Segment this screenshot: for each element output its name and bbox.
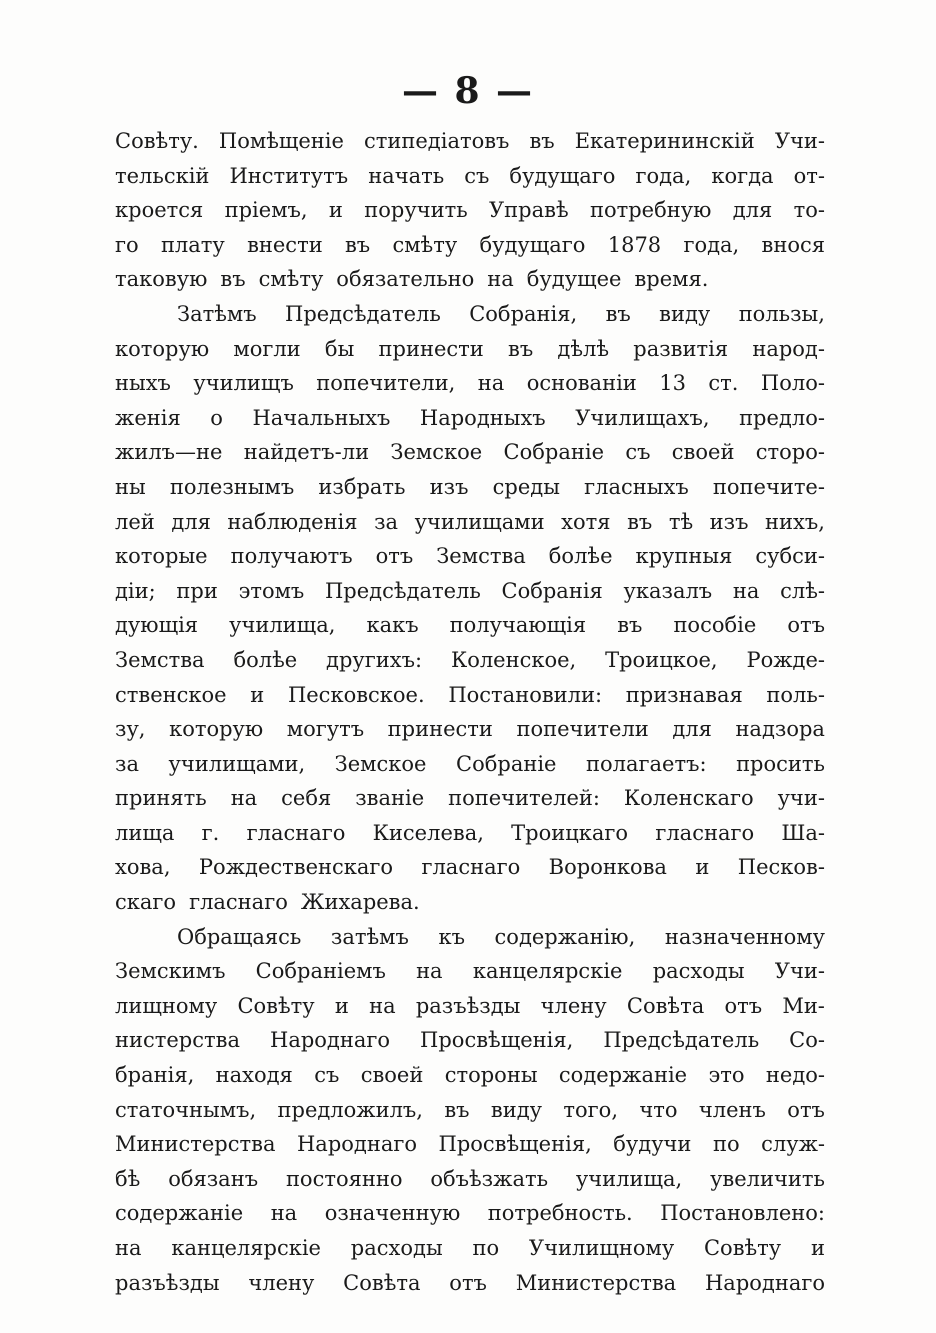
word: Рожде- xyxy=(746,647,825,672)
word: статочнымъ, xyxy=(115,1097,257,1122)
word: гласнаго xyxy=(421,855,521,880)
word: за xyxy=(374,509,399,534)
word: себя xyxy=(281,786,332,811)
word: попечители, xyxy=(316,371,456,396)
word: отъ xyxy=(449,1270,487,1295)
word: избрать xyxy=(318,474,406,499)
word: члену xyxy=(248,1270,315,1295)
word: Воронкова xyxy=(548,855,667,880)
word: тѣ xyxy=(668,509,694,534)
word: изъ xyxy=(429,474,469,499)
word: въ xyxy=(444,1097,470,1122)
word: Просвѣщенія, xyxy=(438,1132,592,1157)
word: въ xyxy=(508,336,534,361)
word: пособіе xyxy=(673,613,757,638)
text-line xyxy=(115,159,825,194)
word: могли xyxy=(233,336,301,361)
word: народ- xyxy=(752,336,825,361)
word: Рождественскаго xyxy=(198,855,394,880)
word: содержаніе xyxy=(115,1201,244,1226)
word: ныхъ xyxy=(115,371,171,396)
word: недо- xyxy=(765,1063,825,1088)
text-line xyxy=(115,401,825,436)
word: Совѣту. xyxy=(115,129,199,153)
word: расходы xyxy=(350,1236,443,1260)
word: жилъ—не xyxy=(115,440,223,465)
word: слѣ- xyxy=(780,578,825,603)
word: Киселева, xyxy=(372,820,484,845)
word: къ xyxy=(438,924,465,949)
word: на xyxy=(270,1201,298,1226)
word: при xyxy=(176,578,218,603)
word: ны xyxy=(115,474,146,499)
word: своей xyxy=(671,440,735,465)
word: лищному xyxy=(115,993,218,1018)
word: от- xyxy=(793,163,825,188)
word: по xyxy=(712,1132,740,1157)
text-line xyxy=(115,816,825,851)
word: попечителей: xyxy=(448,786,600,811)
word: для xyxy=(672,717,712,742)
word: что xyxy=(639,1097,678,1122)
text-line xyxy=(115,228,825,263)
word: Народнаго xyxy=(270,1028,391,1053)
word: училища, xyxy=(229,613,336,638)
word: Собраніе xyxy=(456,751,557,776)
word: въ xyxy=(605,301,631,326)
word: предложилъ, xyxy=(277,1097,423,1122)
text-line xyxy=(115,505,825,540)
word: гласныхъ xyxy=(584,474,689,499)
word: го xyxy=(115,232,139,257)
word: Народныхъ xyxy=(419,405,546,430)
text-line xyxy=(115,747,825,782)
word: потребность. xyxy=(487,1201,633,1226)
word: которую xyxy=(169,717,264,742)
word: Собраніемъ xyxy=(255,959,386,984)
word: отъ xyxy=(724,993,763,1018)
word: званіе xyxy=(355,786,425,811)
word: дующія xyxy=(115,613,199,638)
word: съ xyxy=(464,163,490,188)
word: Совѣта xyxy=(343,1270,421,1295)
word: принести xyxy=(378,336,484,361)
word: попечители xyxy=(516,717,649,742)
word: Институтъ xyxy=(229,163,349,188)
word: потребную xyxy=(589,198,712,223)
text-line xyxy=(115,1127,825,1162)
word: Земское xyxy=(334,751,427,776)
word: сторо- xyxy=(755,440,825,465)
word: то- xyxy=(793,198,825,223)
word: предло- xyxy=(739,405,825,430)
word: Земства xyxy=(436,544,526,569)
word: Учи- xyxy=(774,129,825,153)
word: съ xyxy=(314,1063,340,1088)
word: Собранія, xyxy=(469,301,578,326)
word: съ xyxy=(625,440,651,465)
word: училищами, xyxy=(168,751,306,776)
word: Земства xyxy=(115,647,205,672)
word: бѣ xyxy=(115,1166,141,1191)
word: канцелярскіе xyxy=(472,959,623,984)
word: Министерства xyxy=(115,1132,276,1157)
word: плату xyxy=(160,232,225,257)
word: виду xyxy=(490,1097,543,1122)
word: содержанію, xyxy=(494,924,636,949)
word: кроется xyxy=(115,198,204,223)
word: Совѣту xyxy=(237,993,315,1018)
word: гласнаго xyxy=(189,890,288,915)
word: Просвѣщенія, xyxy=(420,1028,574,1053)
word: на xyxy=(115,1236,142,1260)
word: Троицкое, xyxy=(605,647,718,672)
word: другихъ: xyxy=(326,647,423,672)
word: лища xyxy=(115,820,175,845)
page-number: — 8 — xyxy=(401,70,535,112)
word: учи- xyxy=(777,786,825,811)
word: Предсѣдатель xyxy=(285,301,441,326)
text-line xyxy=(115,124,825,159)
word: получаютъ xyxy=(230,544,353,569)
word: находя xyxy=(215,1063,293,1088)
word: Народнаго xyxy=(704,1270,825,1295)
word: Начальныхъ xyxy=(252,405,391,430)
word: разъѣзды xyxy=(115,1270,220,1295)
word: бы xyxy=(324,336,355,361)
word: полезнымъ xyxy=(169,474,295,499)
text-line xyxy=(115,1093,825,1128)
word: затѣмъ xyxy=(330,924,409,949)
word: училища, xyxy=(575,1166,683,1191)
word: и xyxy=(334,993,349,1018)
word: Жихарева. xyxy=(300,890,420,915)
text-line xyxy=(115,712,825,747)
word: которую xyxy=(115,336,210,361)
word: какъ xyxy=(366,613,419,638)
word: будущаго xyxy=(509,163,616,188)
word: зу, xyxy=(115,717,146,742)
word: и xyxy=(250,682,265,707)
word: на xyxy=(487,267,514,292)
word: Обращаясь xyxy=(177,924,302,949)
word: которые xyxy=(115,544,208,569)
word: на xyxy=(477,371,505,396)
word: поль- xyxy=(766,682,825,707)
word: Коленское, xyxy=(450,647,577,672)
text-line xyxy=(115,470,825,505)
word: смѣту xyxy=(392,232,458,257)
word: Земское xyxy=(390,440,483,465)
word: гласнаго xyxy=(655,820,755,845)
word: Собранія xyxy=(501,578,603,603)
word: Поло- xyxy=(760,371,825,396)
word: отъ xyxy=(787,1097,825,1122)
word: болѣе xyxy=(233,647,298,672)
word: крупныя xyxy=(635,544,733,569)
word: и xyxy=(810,1236,825,1260)
text-line xyxy=(115,574,825,609)
word: на xyxy=(416,959,443,984)
word: Помѣщеніе xyxy=(218,129,344,153)
word: стипедіатовъ xyxy=(364,129,510,153)
word: содержаніе xyxy=(558,1063,688,1088)
text-line xyxy=(115,1231,825,1266)
word: внося xyxy=(761,232,825,257)
word: Постановлено: xyxy=(660,1201,825,1226)
word: Песковское. xyxy=(287,682,425,707)
word: пріемъ, xyxy=(224,198,308,223)
word: гласнаго xyxy=(246,820,346,845)
word: смѣту xyxy=(258,267,324,292)
word: года, xyxy=(683,232,740,257)
word: постоянно xyxy=(285,1166,403,1191)
word: хова, xyxy=(115,855,171,880)
word: того, xyxy=(563,1097,618,1122)
word: найдетъ-ли xyxy=(243,440,370,465)
word: Земскимъ xyxy=(115,959,226,984)
text-line xyxy=(115,920,825,955)
text-line xyxy=(115,435,825,470)
word: принять xyxy=(115,786,207,811)
word: обязанъ xyxy=(168,1166,259,1191)
word: признавая xyxy=(625,682,743,707)
word: объѣзжать xyxy=(430,1166,549,1191)
word: училищъ xyxy=(193,371,294,396)
word: года, xyxy=(635,163,692,188)
word: этомъ xyxy=(238,578,305,603)
text-line xyxy=(115,539,825,574)
word: когда xyxy=(711,163,774,188)
word: ст. xyxy=(708,371,739,396)
word: получающія xyxy=(449,613,587,638)
word: могутъ xyxy=(286,717,365,742)
word: Ми- xyxy=(782,993,825,1018)
word: нихъ, xyxy=(765,509,825,534)
word: назначенному xyxy=(664,924,825,949)
word: своей xyxy=(360,1063,424,1088)
word: начать xyxy=(368,163,445,188)
word: разъѣзды xyxy=(415,993,521,1018)
word: субси- xyxy=(755,544,825,569)
word: Ша- xyxy=(781,820,825,845)
word: скаго xyxy=(115,890,177,915)
word: Предсѣдатель xyxy=(603,1028,760,1053)
word: 1878 xyxy=(607,232,662,257)
word: на xyxy=(732,578,760,603)
word: Собраніе xyxy=(503,440,605,465)
word: служ- xyxy=(761,1132,825,1157)
word: отъ xyxy=(787,613,825,638)
word: въ xyxy=(220,267,246,292)
text-line xyxy=(115,678,825,713)
word: развитія xyxy=(633,336,729,361)
word: основаніи xyxy=(526,371,637,396)
text-line xyxy=(115,1023,825,1058)
word: Троицкаго xyxy=(511,820,629,845)
word: Песков- xyxy=(737,855,825,880)
word: дѣлѣ xyxy=(557,336,610,361)
word: среды xyxy=(492,474,560,499)
word: означенную xyxy=(324,1201,461,1226)
word: въ xyxy=(529,129,555,153)
word: виду xyxy=(659,301,711,326)
word: увеличить xyxy=(710,1166,825,1191)
text-line xyxy=(115,1266,825,1301)
word: попечите- xyxy=(712,474,825,499)
word: Коленскаго xyxy=(623,786,754,811)
word: на xyxy=(369,993,396,1018)
word: за xyxy=(115,751,139,776)
word: хотя xyxy=(561,509,611,534)
word: внести xyxy=(247,232,323,257)
word: это xyxy=(708,1063,745,1088)
word: стороны xyxy=(444,1063,538,1088)
word: поручить xyxy=(364,198,468,223)
word: указалъ xyxy=(623,578,713,603)
word: женія xyxy=(115,405,181,430)
text-line xyxy=(115,366,825,401)
text-line xyxy=(115,332,825,367)
word: Народнаго xyxy=(296,1132,417,1157)
word: Совѣта xyxy=(626,993,705,1018)
word: Екатерининскій xyxy=(574,129,755,153)
text-line xyxy=(115,1162,825,1197)
word: въ xyxy=(344,232,371,257)
word: Управѣ xyxy=(488,198,569,223)
word: и xyxy=(328,198,343,223)
text-line xyxy=(115,1196,825,1231)
word: для xyxy=(171,509,211,534)
word: будущаго xyxy=(479,232,586,257)
word: г. xyxy=(201,820,220,845)
word: въ xyxy=(627,509,653,534)
word: Училищному xyxy=(528,1236,675,1260)
word: члену xyxy=(540,993,607,1018)
word: наблюденія xyxy=(227,509,358,534)
word: въ xyxy=(617,613,643,638)
word: Министерства xyxy=(515,1270,677,1295)
word: діи; xyxy=(115,578,156,603)
word: Постановили: xyxy=(448,682,603,707)
word: на xyxy=(230,786,258,811)
word: Совѣту xyxy=(703,1236,782,1260)
word: ственское xyxy=(115,682,227,707)
word: принести xyxy=(387,717,493,742)
word: членъ xyxy=(698,1097,766,1122)
word: о xyxy=(210,405,223,430)
text-line xyxy=(115,885,825,920)
text-line xyxy=(115,1058,825,1093)
text-line xyxy=(115,262,825,297)
word: Учи- xyxy=(774,959,825,984)
word: для xyxy=(732,198,773,223)
text-line xyxy=(115,954,825,989)
text-line xyxy=(115,781,825,816)
word: по xyxy=(472,1236,500,1260)
word: надзора xyxy=(735,717,825,742)
word: изъ xyxy=(709,509,749,534)
word: 13 xyxy=(659,371,686,396)
word: нистерства xyxy=(115,1028,240,1053)
word: время. xyxy=(634,267,709,292)
word: обязательно xyxy=(336,267,475,292)
text-line xyxy=(115,850,825,885)
word: таковую xyxy=(115,267,208,292)
word: пользы, xyxy=(738,301,825,326)
text-line xyxy=(115,193,825,228)
word: канцелярскіе xyxy=(171,1236,321,1260)
text-line xyxy=(115,297,825,332)
word: расходы xyxy=(652,959,745,984)
word: будущее xyxy=(526,267,622,292)
word: Училищахъ, xyxy=(575,405,710,430)
word: Со- xyxy=(789,1028,825,1053)
word: и xyxy=(695,855,710,880)
word: болѣе xyxy=(548,544,613,569)
word: полагаетъ: xyxy=(586,751,707,776)
text-line xyxy=(115,989,825,1024)
word: лей xyxy=(115,509,155,534)
word: Предсѣдатель xyxy=(324,578,481,603)
word: бранія, xyxy=(115,1063,195,1088)
word: будучи xyxy=(613,1132,692,1157)
body-text xyxy=(115,124,825,1300)
text-line xyxy=(115,608,825,643)
word: Затѣмъ xyxy=(177,301,257,326)
word: тельскій xyxy=(115,163,210,188)
word: училищами xyxy=(414,509,545,534)
text-line xyxy=(115,643,825,678)
word: отъ xyxy=(375,544,414,569)
word: просить xyxy=(736,751,825,776)
